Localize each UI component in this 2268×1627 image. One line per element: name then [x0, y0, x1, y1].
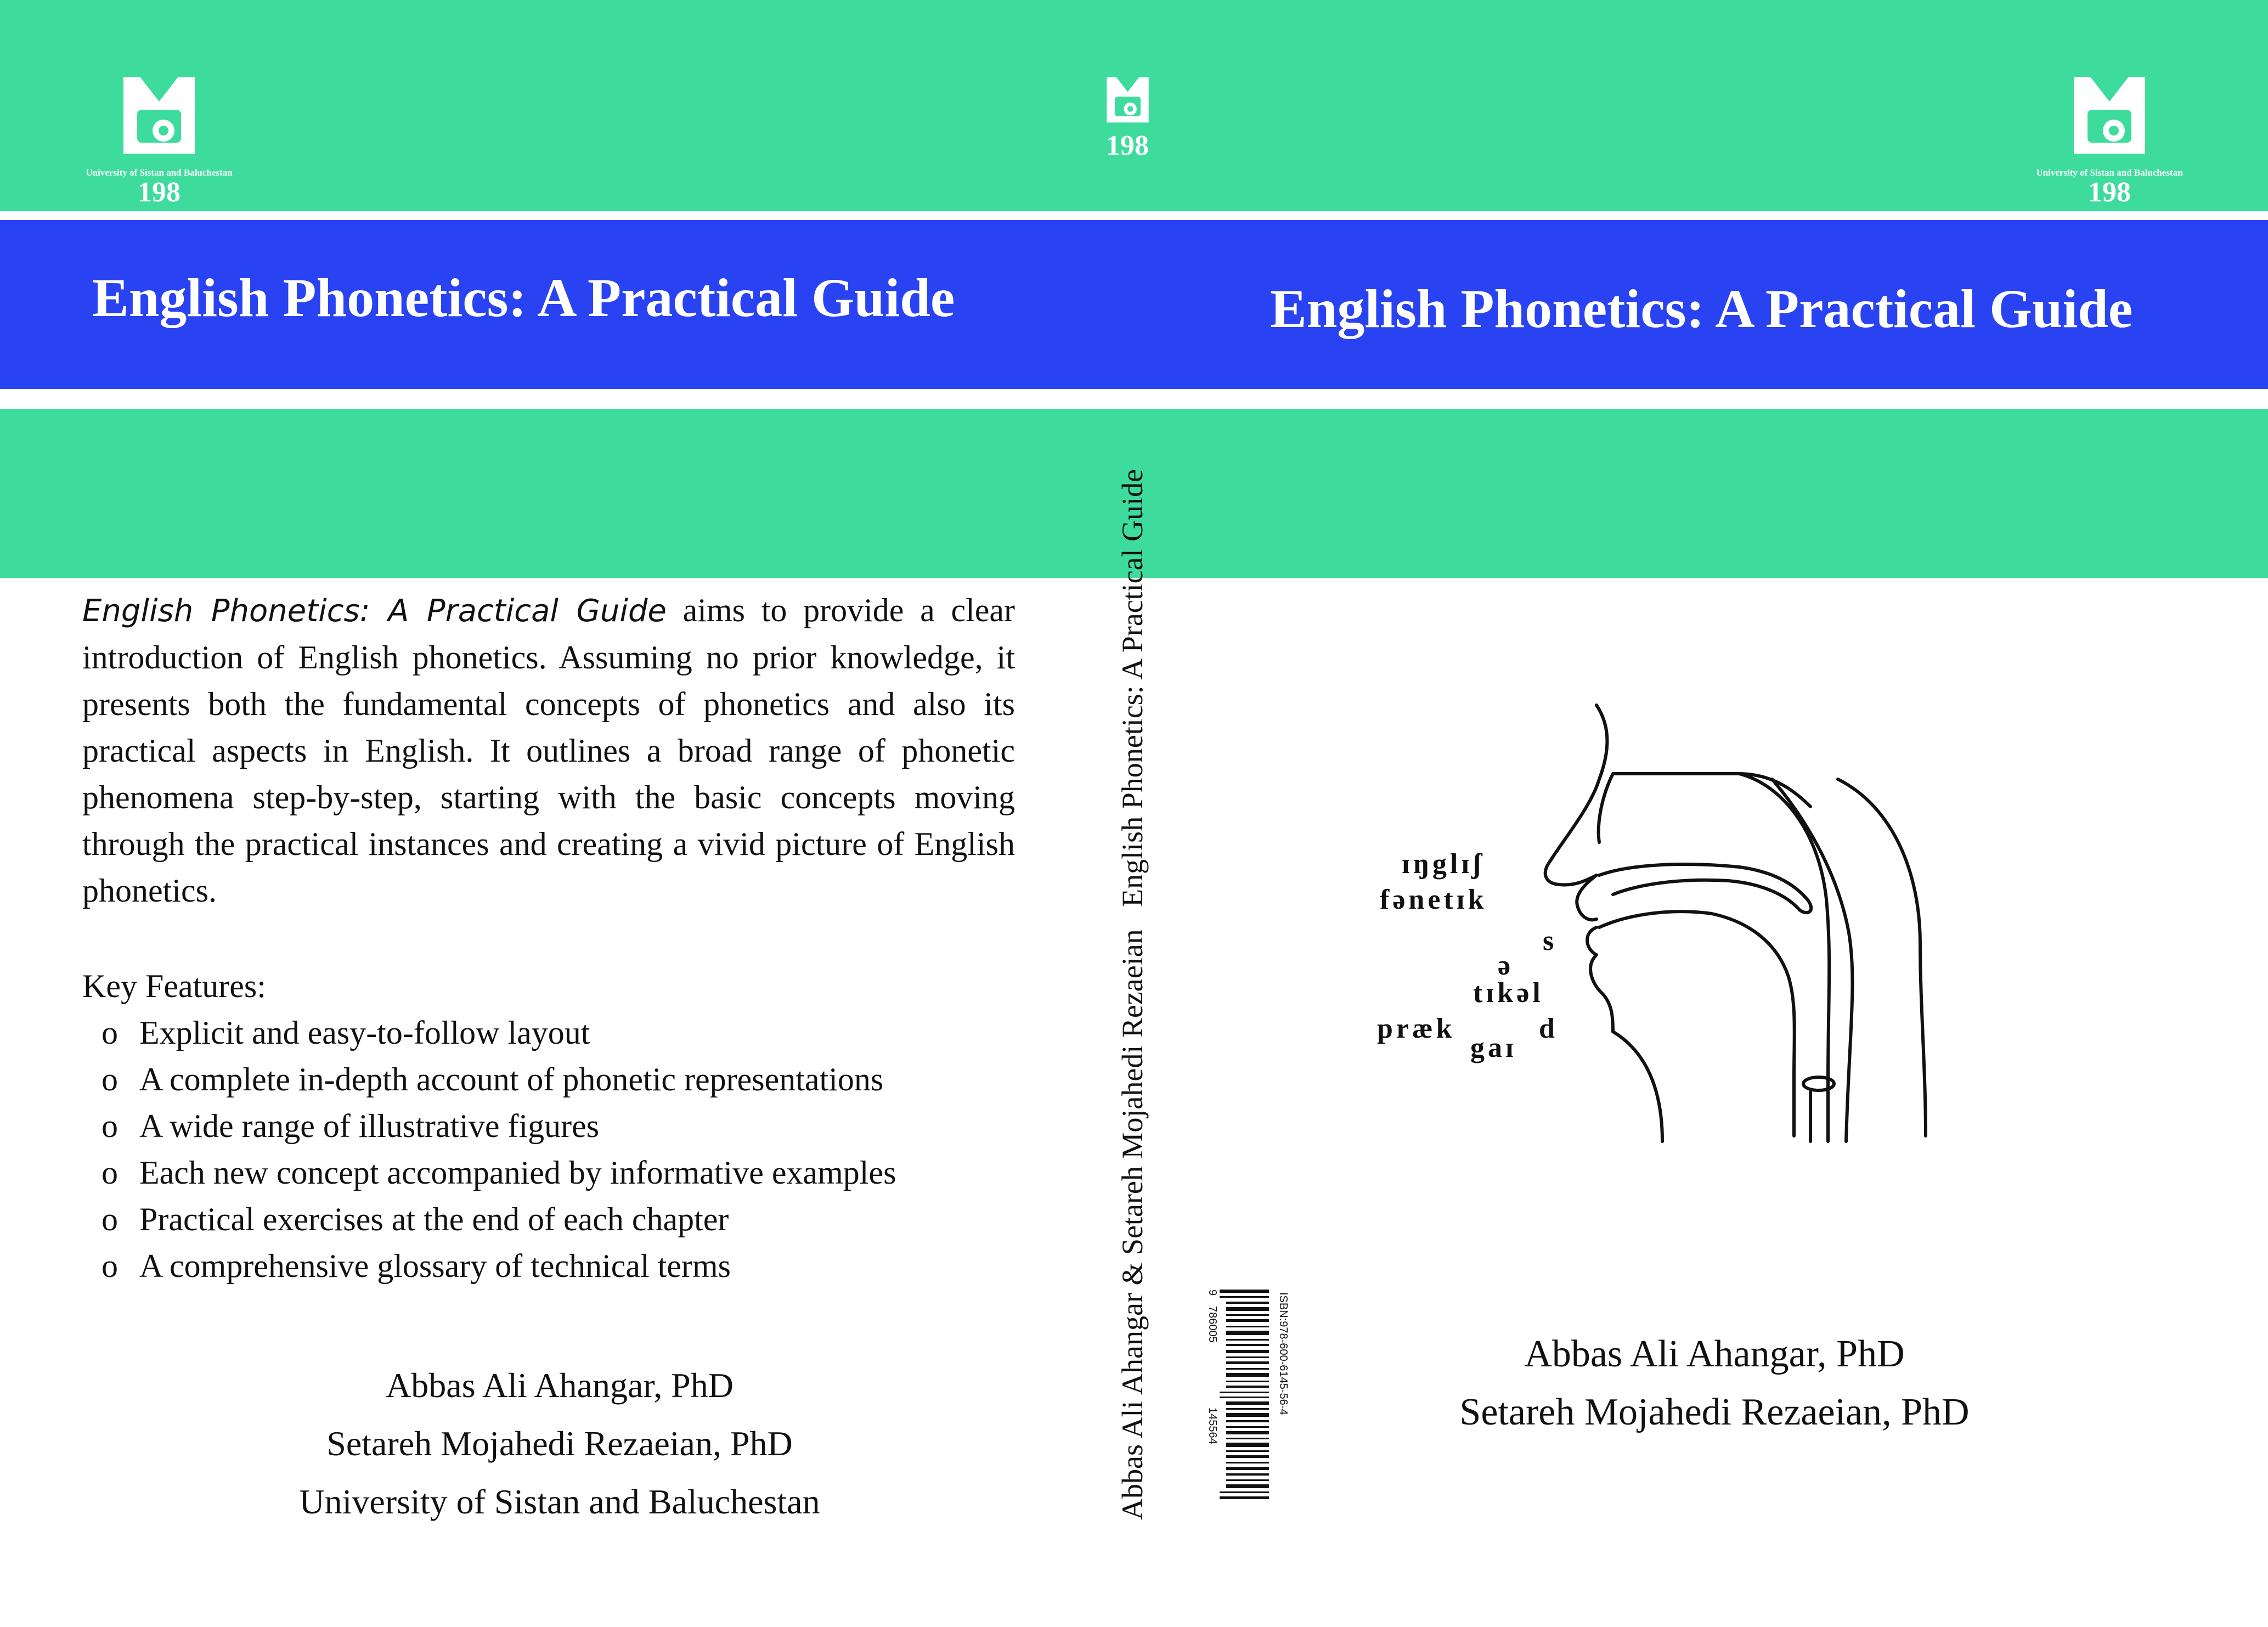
feature-text: Practical exercises at the end of each chapter — [139, 1201, 729, 1237]
back-logo — [82, 71, 236, 207]
white-stripe — [0, 389, 2268, 409]
features-list — [82, 1010, 896, 1290]
university-emblem-icon — [2066, 71, 2153, 165]
series-number: 198 — [138, 177, 180, 208]
barcode-digits: 145564 — [1206, 1408, 1218, 1444]
feature-item — [82, 1196, 896, 1243]
series-number: 198 — [1106, 130, 1149, 161]
feature-item — [82, 1056, 896, 1103]
feature-text: A wide range of illustrative figures — [139, 1108, 600, 1144]
author-name: Abbas Ali Ahangar, PhD — [386, 1366, 734, 1405]
ipa-line-practical-a: præk — [1377, 1013, 1455, 1044]
bullet: o — [101, 1108, 118, 1144]
ipa-line-english: ɪŋglɪʃ — [1402, 848, 1485, 880]
white-stripe — [0, 211, 2268, 220]
front-authors — [1426, 1325, 2002, 1442]
author-name: Setareh Mojahedi Rezaeian, PhD — [1459, 1391, 1970, 1433]
series-number: 198 — [2088, 177, 2131, 208]
back-blurb — [82, 587, 1015, 914]
publisher-name: University of Sistan and Baluchestan — [299, 1482, 820, 1521]
bullet: o — [101, 1201, 118, 1237]
bullet: o — [101, 1061, 118, 1097]
feature-item — [82, 1150, 896, 1196]
back-title: English Phonetics: A Practical Guide — [92, 267, 955, 328]
logo-caption: University of Sistan and Baluchestan — [86, 167, 233, 178]
ipa-line-practical-b: tɪkəl — [1473, 977, 1544, 1009]
back-authors — [0, 1356, 1119, 1531]
spine-text — [1115, 469, 1149, 1520]
feature-text: A complete in-depth account of phonetic representations — [139, 1061, 884, 1097]
front-title: English Phonetics: A Practical Guide — [1270, 278, 2133, 339]
features-heading: Key Features: — [82, 968, 266, 1004]
feature-item — [82, 1103, 896, 1150]
ipa-line-a: ə — [1498, 950, 1514, 981]
vocal-tract-diagram-icon — [1355, 697, 1959, 1152]
feature-text: Explicit and easy-to-follow layout — [139, 1015, 590, 1051]
bullet: o — [101, 1015, 118, 1051]
feature-text: A comprehensive glossary of technical terms — [139, 1248, 731, 1284]
bullet: o — [101, 1248, 118, 1284]
ipa-line-guide-end: d — [1539, 1013, 1558, 1044]
feature-text: Each new concept accompanied by informative examples — [139, 1155, 896, 1191]
spine-title: English Phonetics: A Practical Guide — [1116, 469, 1149, 907]
blurb-book-title: English Phonetics: A Practical Guide — [82, 593, 667, 629]
isbn-text: ISBN:978-600-6145-56-4 — [1277, 1292, 1289, 1415]
spine-authors: Abbas Ali Ahangar & Setareh Mojahedi Rezaeian — [1116, 929, 1149, 1520]
key-features — [82, 963, 896, 1290]
ipa-line-phonetic: fənetɪk — [1380, 884, 1487, 915]
author-name: Setareh Mojahedi Rezaeian, PhD — [326, 1424, 793, 1463]
author-name: Abbas Ali Ahangar, PhD — [1524, 1333, 1905, 1375]
ipa-line-phonetic-end: s — [1543, 925, 1558, 956]
logo-caption: University of Sistan and Baluchestan — [2036, 167, 2183, 178]
feature-item — [82, 1010, 896, 1056]
front-logo — [2033, 71, 2186, 207]
isbn-barcode — [1204, 1290, 1292, 1509]
barcode-digits: 786005 — [1206, 1306, 1218, 1343]
bullet: o — [101, 1155, 118, 1191]
ipa-line-guide: gaɪ — [1470, 1032, 1517, 1063]
barcode-lead-digit: 9 — [1206, 1290, 1218, 1296]
spine-logo — [1094, 74, 1160, 160]
feature-item — [82, 1243, 896, 1290]
university-emblem-icon — [115, 71, 203, 165]
blurb-text: aims to provide a clear introduction of English phonetics. Assuming no prior knowledge, it presents both the fundamental concepts of phonetics and also its practical aspects in English. It outlines a broad range of phonetic phenomena step-by-step, starting with the basic concepts moving through the practical instances and creating a vivid picture of English phonetics. — [82, 592, 1015, 909]
university-emblem-icon — [1102, 74, 1154, 129]
